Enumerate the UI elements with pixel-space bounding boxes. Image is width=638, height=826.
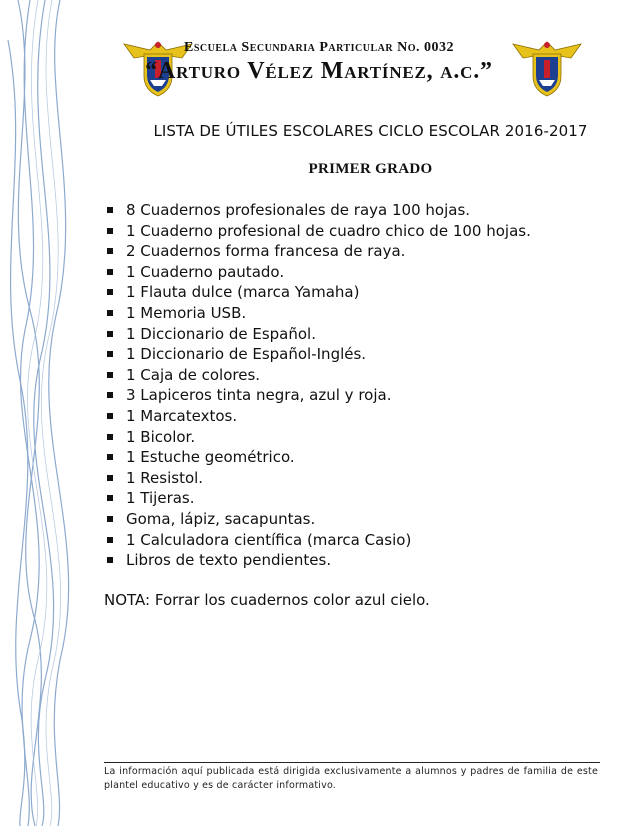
square-bullet-icon <box>107 516 113 522</box>
square-bullet-icon <box>107 289 113 295</box>
grade-title: PRIMER GRADO <box>308 161 433 177</box>
square-bullet-icon <box>107 413 113 419</box>
list-item: 1 Diccionario de Español. <box>105 324 605 345</box>
square-bullet-icon <box>107 372 113 378</box>
list-item: Libros de texto pendientes. <box>105 550 605 571</box>
supplies-list <box>105 200 605 571</box>
list-item: 1 Marcatextos. <box>105 406 605 427</box>
square-bullet-icon <box>107 454 113 460</box>
square-bullet-icon <box>107 537 113 543</box>
list-item: 1 Estuche geométrico. <box>105 447 605 468</box>
square-bullet-icon <box>107 557 113 563</box>
note-text: NOTA: Forrar los cuadernos color azul cielo. <box>104 591 430 609</box>
list-item: 8 Cuadernos profesionales de raya 100 hojas. <box>105 200 605 221</box>
square-bullet-icon <box>107 392 113 398</box>
square-bullet-icon <box>107 310 113 316</box>
list-title: LISTA DE ÚTILES ESCOLARES CICLO ESCOLAR 2016-2017 <box>153 122 588 140</box>
footer-divider <box>104 762 600 763</box>
list-item: 1 Caja de colores. <box>105 365 605 386</box>
square-bullet-icon <box>107 434 113 440</box>
square-bullet-icon <box>107 269 113 275</box>
footer-disclaimer: La información aquí publicada está dirigida exclusivamente a alumnos y padres de familia de este plantel educativo y es de carácter informativo. <box>104 766 598 791</box>
list-item: 1 Diccionario de Español-Inglés. <box>105 344 605 365</box>
square-bullet-icon <box>107 331 113 337</box>
school-name-line2: “Arturo Vélez Martínez, a.c.” <box>145 58 493 84</box>
list-item: 3 Lapiceros tinta negra, azul y roja. <box>105 385 605 406</box>
list-item: 1 Tijeras. <box>105 488 605 509</box>
list-item: 1 Cuaderno profesional de cuadro chico de 100 hojas. <box>105 221 605 242</box>
square-bullet-icon <box>107 495 113 501</box>
list-item: Goma, lápiz, sacapuntas. <box>105 509 605 530</box>
list-item: 1 Memoria USB. <box>105 303 605 324</box>
list-item: 1 Calculadora científica (marca Casio) <box>105 530 605 551</box>
square-bullet-icon <box>107 248 113 254</box>
list-item: 1 Resistol. <box>105 468 605 489</box>
square-bullet-icon <box>107 351 113 357</box>
list-item: 1 Cuaderno pautado. <box>105 262 605 283</box>
square-bullet-icon <box>107 207 113 213</box>
list-item: 1 Flauta dulce (marca Yamaha) <box>105 282 605 303</box>
list-item: 2 Cuadernos forma francesa de raya. <box>105 241 605 262</box>
school-name-line1: Escuela Secundaria Particular No. 0032 <box>184 40 454 55</box>
list-item: 1 Bicolor. <box>105 427 605 448</box>
square-bullet-icon <box>107 475 113 481</box>
square-bullet-icon <box>107 228 113 234</box>
